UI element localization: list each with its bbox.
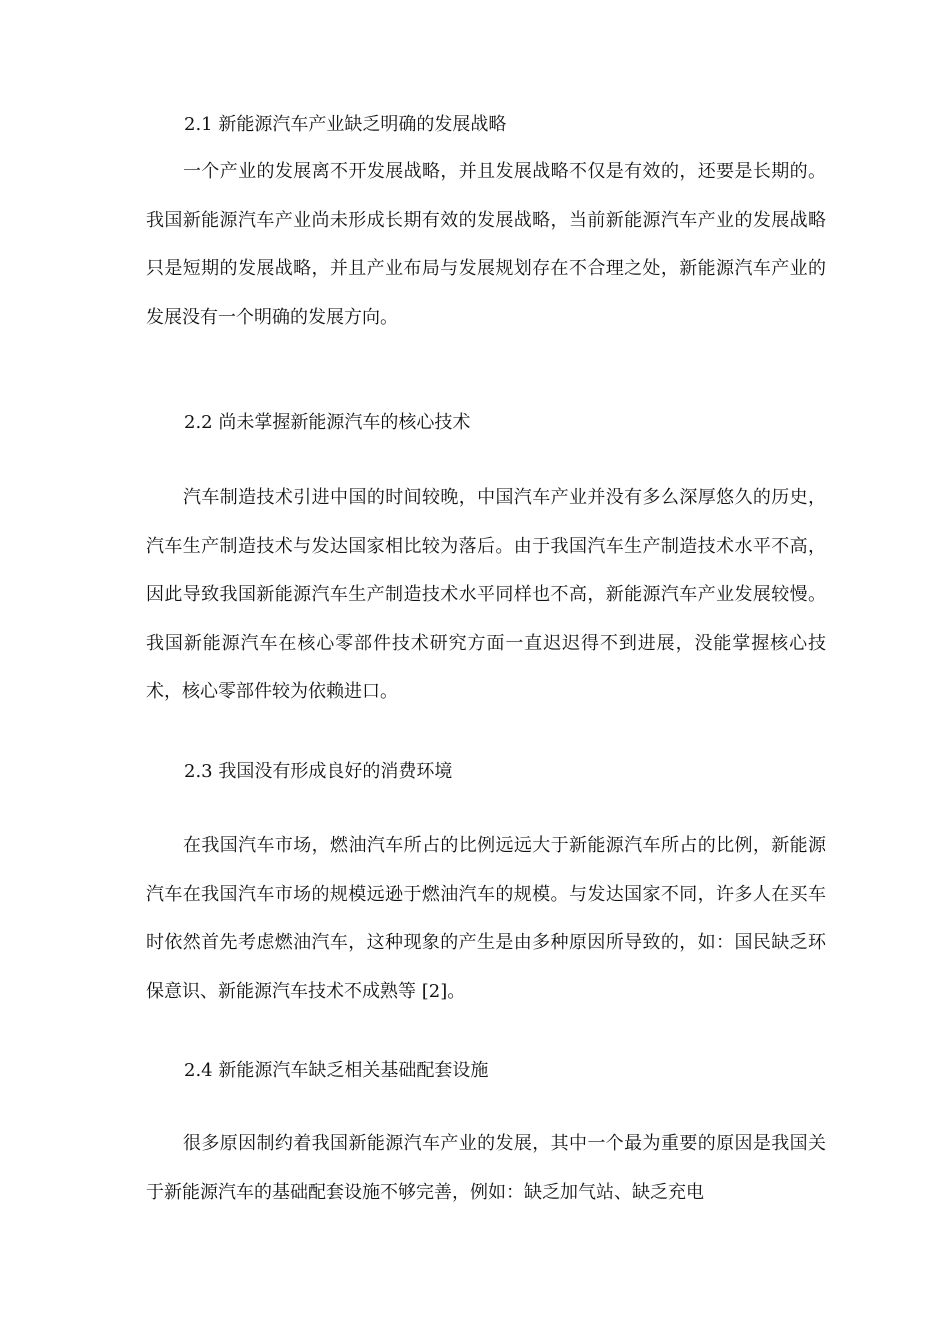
section-paragraph-2-4: 很多原因制约着我国新能源汽车产业的发展，其中一个最为重要的原因是我国关于新能源汽车的基础配套设施不够完善，例如：缺乏加气站、缺乏充电 <box>146 1133 826 1203</box>
section-paragraph-2-1: 一个产业的发展离不开发展战略，并且发展战略不仅是有效的，还要是长期的。我国新能源汽车产业尚未形成长期有效的发展战略，当前新能源汽车产业的发展战略只是短期的发展战略，并且产业布局与发展规划存在不合理之处，新能源汽车产业的发展没有一个明确的发展方向。 <box>146 161 826 328</box>
section-paragraph-2-2: 汽车制造技术引进中国的时间较晚，中国汽车产业并没有多么深厚悠久的历史，汽车生产制造技术与发达国家相比较为落后。由于我国汽车生产制造技术水平不高，因此导致我国新能源汽车生产制造技术水平同样也不高，新能源汽车产业发展较慢。我国新能源汽车在核心零部件技术研究方面一直迟迟得不到进展，没能掌握核心技术，核心零部件较为依赖进口。 <box>146 487 826 702</box>
section-heading-2-4: 2.4 新能源汽车缺乏相关基础配套设施 <box>184 1060 489 1081</box>
section-heading-2-3: 2.3 我国没有形成良好的消费环境 <box>184 761 453 782</box>
section-heading-2-1: 2.1 新能源汽车产业缺乏明确的发展战略 <box>184 114 507 135</box>
section-heading-2-2: 2.2 尚未掌握新能源汽车的核心技术 <box>184 412 471 433</box>
section-paragraph-2-3: 在我国汽车市场，燃油汽车所占的比例远远大于新能源汽车所占的比例，新能源汽车在我国汽车市场的规模远逊于燃油汽车的规模。与发达国家不同，许多人在买车时依然首先考虑燃油汽车，这种现象的产生是由多种原因所导致的，如：国民缺乏环保意识、新能源汽车技术不成熟等 [2]。 <box>146 835 826 1002</box>
